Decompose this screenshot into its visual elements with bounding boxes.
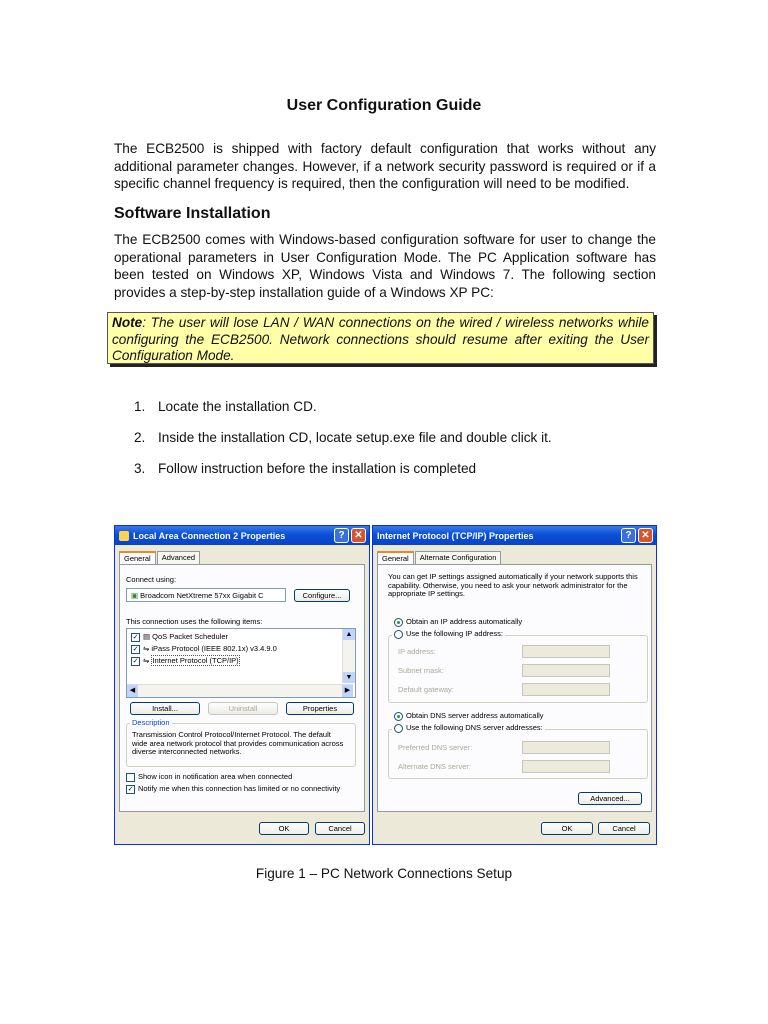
- tcpip-properties-dialog: [372, 525, 657, 845]
- scroll-up-icon[interactable]: ▲: [343, 629, 355, 640]
- radio-button[interactable]: [394, 630, 403, 639]
- checkbox[interactable]: ✓: [132, 645, 139, 653]
- page-title: User Configuration Guide: [286, 97, 482, 114]
- help-icon[interactable]: ?: [334, 528, 349, 543]
- properties-button[interactable]: Properties: [286, 702, 354, 715]
- list-item[interactable]: [131, 644, 277, 654]
- advanced-button[interactable]: Advanced...: [578, 792, 642, 805]
- qos-icon: ▤: [143, 632, 153, 641]
- option-label: Obtain an IP address automatically: [406, 617, 523, 626]
- list-item-label: Internet Protocol (TCP/IP): [152, 656, 239, 665]
- intro-paragraph: The ECB2500 is shipped with factory default configuration that works without any additional parameter changes. However, if a network security password is required or if a specific channel frequency is required, then the configuration will need to be modified.: [114, 141, 656, 191]
- step-text: Follow instruction before the installation is completed: [158, 461, 477, 476]
- description-label: Description: [132, 718, 170, 727]
- dialog-title: Internet Protocol (TCP/IP) Properties: [377, 530, 534, 541]
- step-1: [134, 399, 317, 414]
- step-number: 1.: [134, 399, 146, 414]
- description-text: Transmission Control Protocol/Internet Protocol. The default wide area network protocol that provides communication across diverse interconnected networks.: [132, 730, 344, 756]
- cancel-button[interactable]: Cancel: [598, 822, 650, 835]
- step-number: 3.: [134, 461, 146, 476]
- tab-general[interactable]: General: [119, 551, 156, 564]
- tab-strip: [119, 551, 201, 564]
- alternate-dns-label: Alternate DNS server:: [398, 762, 471, 771]
- radio-button[interactable]: [394, 724, 403, 733]
- step-3: [134, 461, 476, 476]
- scroll-down-icon[interactable]: ▼: [343, 672, 355, 683]
- section-heading: Software Installation: [114, 205, 271, 222]
- dialog-titlebar[interactable]: [373, 526, 656, 545]
- scroll-right-icon[interactable]: ▶: [342, 685, 353, 697]
- checkbox[interactable]: ✓: [132, 657, 139, 665]
- lan-properties-dialog: [114, 525, 370, 845]
- obtain-dns-option[interactable]: [394, 711, 544, 721]
- note-box: [107, 312, 654, 364]
- horizontal-scrollbar[interactable]: [127, 684, 353, 697]
- protocol-icon: ⇋: [143, 644, 152, 653]
- option-label: Obtain DNS server address automatically: [406, 711, 544, 720]
- ok-button[interactable]: OK: [541, 822, 593, 835]
- dialog-title: Local Area Connection 2 Properties: [133, 530, 286, 541]
- network-icon: [119, 531, 129, 541]
- general-panel: [377, 564, 652, 812]
- vertical-scrollbar[interactable]: [342, 629, 355, 683]
- tab-general[interactable]: General: [377, 551, 414, 564]
- step-2: [134, 430, 552, 445]
- ok-button[interactable]: OK: [259, 822, 309, 835]
- install-button[interactable]: Install...: [130, 702, 200, 715]
- close-icon[interactable]: ✕: [638, 528, 653, 543]
- adapter-name: Broadcom NetXtreme 57xx Gigabit C: [140, 591, 264, 600]
- figure-caption: Figure 1 – PC Network Connections Setup: [255, 866, 513, 881]
- option-label: Notify me when this connection has limited or no connectivity: [138, 784, 341, 793]
- tab-alternate-configuration[interactable]: Alternate Configuration: [415, 551, 502, 564]
- connect-using-label: Connect using:: [126, 575, 177, 584]
- step-number: 2.: [134, 430, 146, 445]
- protocol-icon: ⇋: [143, 656, 152, 665]
- option-label: Show icon in notification area when connected: [138, 772, 293, 781]
- info-text: You can get IP settings assigned automatically if your network supports this capability. Otherwise, you need to ask your network administrator for the appropriate IP settings.: [388, 572, 638, 598]
- adapter-field: [126, 588, 286, 602]
- scroll-left-icon[interactable]: ◀: [127, 685, 138, 697]
- note-text: : The user will lose LAN / WAN connections on the wired / wireless networks while configuring the ECB2500. Network connections should resume after exiting the User Configuration Mode.: [112, 315, 649, 363]
- show-icon-option[interactable]: [126, 772, 292, 782]
- use-dns-option[interactable]: [392, 723, 545, 733]
- dialog-titlebar[interactable]: [115, 526, 369, 545]
- step-text: Locate the installation CD.: [158, 399, 317, 414]
- alternate-dns-field: [522, 760, 610, 773]
- preferred-dns-label: Preferred DNS server:: [398, 743, 473, 752]
- step-text: Inside the installation CD, locate setup.exe file and double click it.: [158, 430, 552, 445]
- uninstall-button: Uninstall: [208, 702, 278, 715]
- ip-address-label: IP address:: [398, 647, 436, 656]
- preferred-dns-field: [522, 741, 610, 754]
- list-item-label: iPass Protocol (IEEE 802.1x) v3.4.9.0: [151, 644, 277, 653]
- tab-advanced[interactable]: Advanced: [157, 551, 200, 564]
- tab-strip: [377, 551, 502, 564]
- note-label: Note: [112, 315, 143, 330]
- obtain-ip-option[interactable]: [394, 617, 522, 627]
- general-panel: [119, 564, 365, 812]
- cancel-button[interactable]: Cancel: [315, 822, 365, 835]
- notify-option[interactable]: [126, 784, 340, 794]
- list-item[interactable]: [131, 632, 228, 642]
- radio-button[interactable]: [394, 618, 403, 627]
- section-paragraph: The ECB2500 comes with Windows-based configuration software for user to change the operational parameters in User Configuration Mode. The PC Application software has been tested on Windows XP, Windows Vista and Windows 7. The following section provides a step-by-step installation guide of a Windows XP PC:: [114, 232, 656, 300]
- list-item[interactable]: [131, 656, 240, 666]
- radio-button[interactable]: [394, 712, 403, 721]
- subnet-field: [522, 664, 610, 677]
- checkbox[interactable]: ✓: [132, 633, 139, 641]
- subnet-label: Subnet mask:: [398, 666, 444, 675]
- ip-address-field: [522, 645, 610, 658]
- option-label: Use the following DNS server addresses:: [406, 723, 543, 732]
- gateway-label: Default gateway:: [398, 685, 454, 694]
- configure-button[interactable]: Configure...: [294, 589, 350, 602]
- checkbox[interactable]: ✓: [127, 785, 134, 793]
- gateway-field: [522, 683, 610, 696]
- use-ip-option[interactable]: [392, 629, 505, 639]
- items-label: This connection uses the following items:: [126, 617, 263, 626]
- help-icon[interactable]: ?: [621, 528, 636, 543]
- option-label: Use the following IP address:: [406, 629, 503, 638]
- checkbox[interactable]: [126, 773, 135, 782]
- items-list: [126, 628, 356, 698]
- close-icon[interactable]: ✕: [351, 528, 366, 543]
- list-item-label: QoS Packet Scheduler: [152, 632, 229, 641]
- adapter-icon: ▣: [131, 591, 141, 600]
